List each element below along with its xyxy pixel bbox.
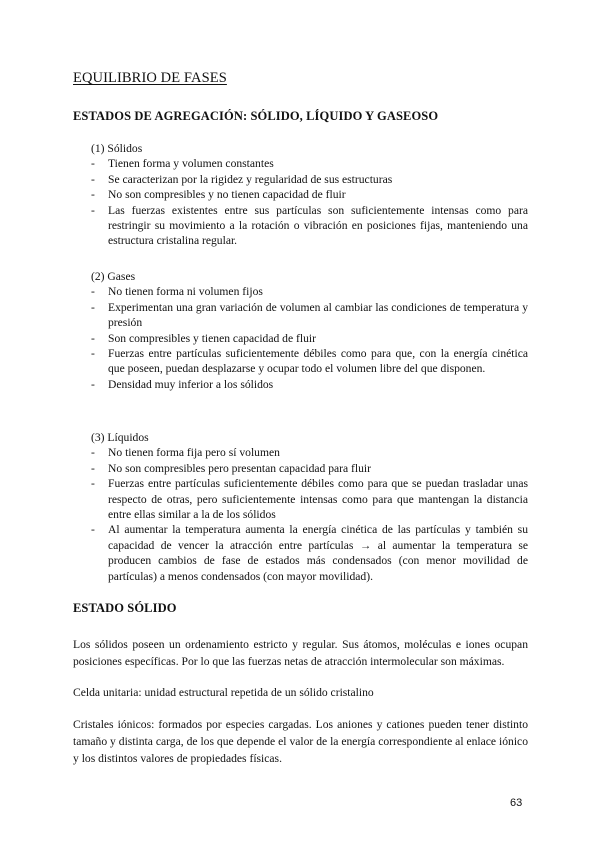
list-item: - Al aumentar la temperatura aumenta la energía cinética de las partículas y también su capacidad de vencer la atracción entre partículas → al aumentar la temperatura se producen cambios de fase de estados más condensados (con menor movilidad de partículas) a menos condensados (con mayor movilidad).	[91, 522, 528, 584]
section-heading-solid-state: ESTADO SÓLIDO	[73, 601, 177, 615]
list-item: - Fuerzas entre partículas suficientemente débiles como para que se puedan trasladar unas respecto de otras, pero suficientemente intensas como para que mantengan la distancia entre ellas similar a la de los sólidos	[91, 476, 528, 522]
list-item: - No tienen forma ni volumen fijos	[91, 284, 528, 299]
section-heading-states: ESTADOS DE AGREGACIÓN: SÓLIDO, LÍQUIDO Y GASEOSO	[73, 109, 439, 123]
list-item: - Las fuerzas existentes entre sus partículas son suficientemente intensas como para restringir su movimiento a la rotación o vibración en posiciones fijas, manteniendo una estructura cristalina regular.	[91, 203, 528, 249]
paragraph: Celda unitaria: unidad estructural repetida de un sólido cristalino	[73, 686, 374, 699]
list-item: - Experimentan una gran variación de volumen al cambiar las condiciones de temperatura y presión	[91, 300, 528, 331]
paragraph: Los sólidos poseen un ordenamiento estricto y regular. Sus átomos, moléculas e iones ocupan posiciones específicas. Por lo que las fuerzas netas de atracción intermolecular son máximas.	[73, 638, 528, 668]
list-item: - Fuerzas entre partículas suficientemente débiles como para que, con la energía cinética que poseen, puedan desplazarse y ocupar todo el volumen libre del que disponen.	[91, 346, 528, 377]
section-solidos	[91, 141, 528, 249]
page-number: 63	[510, 797, 523, 809]
gases-list	[91, 284, 528, 392]
list-item: - No son compresibles y no tienen capacidad de fluir	[91, 187, 528, 202]
section-liquidos	[91, 430, 528, 584]
solidos-list	[91, 156, 528, 248]
section-gases	[91, 269, 528, 392]
list-item: - Densidad muy inferior a los sólidos	[91, 377, 528, 392]
solidos-heading: (1) Sólidos	[91, 142, 143, 155]
page-title: EQUILIBRIO DE FASES	[73, 70, 227, 86]
liquidos-list	[91, 445, 528, 584]
liquidos-heading: (3) Líquidos	[91, 431, 149, 444]
list-item: - Se caracterizan por la rigidez y regularidad de sus estructuras	[91, 172, 528, 187]
gases-heading: (2) Gases	[91, 270, 136, 283]
list-item: - Tienen forma y volumen constantes	[91, 156, 528, 171]
list-item: - Son compresibles y tienen capacidad de fluir	[91, 331, 528, 346]
paragraph: Cristales iónicos: formados por especies cargadas. Los aniones y cationes pueden tener distinto tamaño y distinta carga, de los que depende el valor de la energía correspondiente al enlace iónico y los distintos valores de propiedades físicas.	[73, 718, 528, 765]
list-item: - No son compresibles pero presentan capacidad para fluir	[91, 461, 528, 476]
list-item: - No tienen forma fija pero sí volumen	[91, 445, 528, 460]
